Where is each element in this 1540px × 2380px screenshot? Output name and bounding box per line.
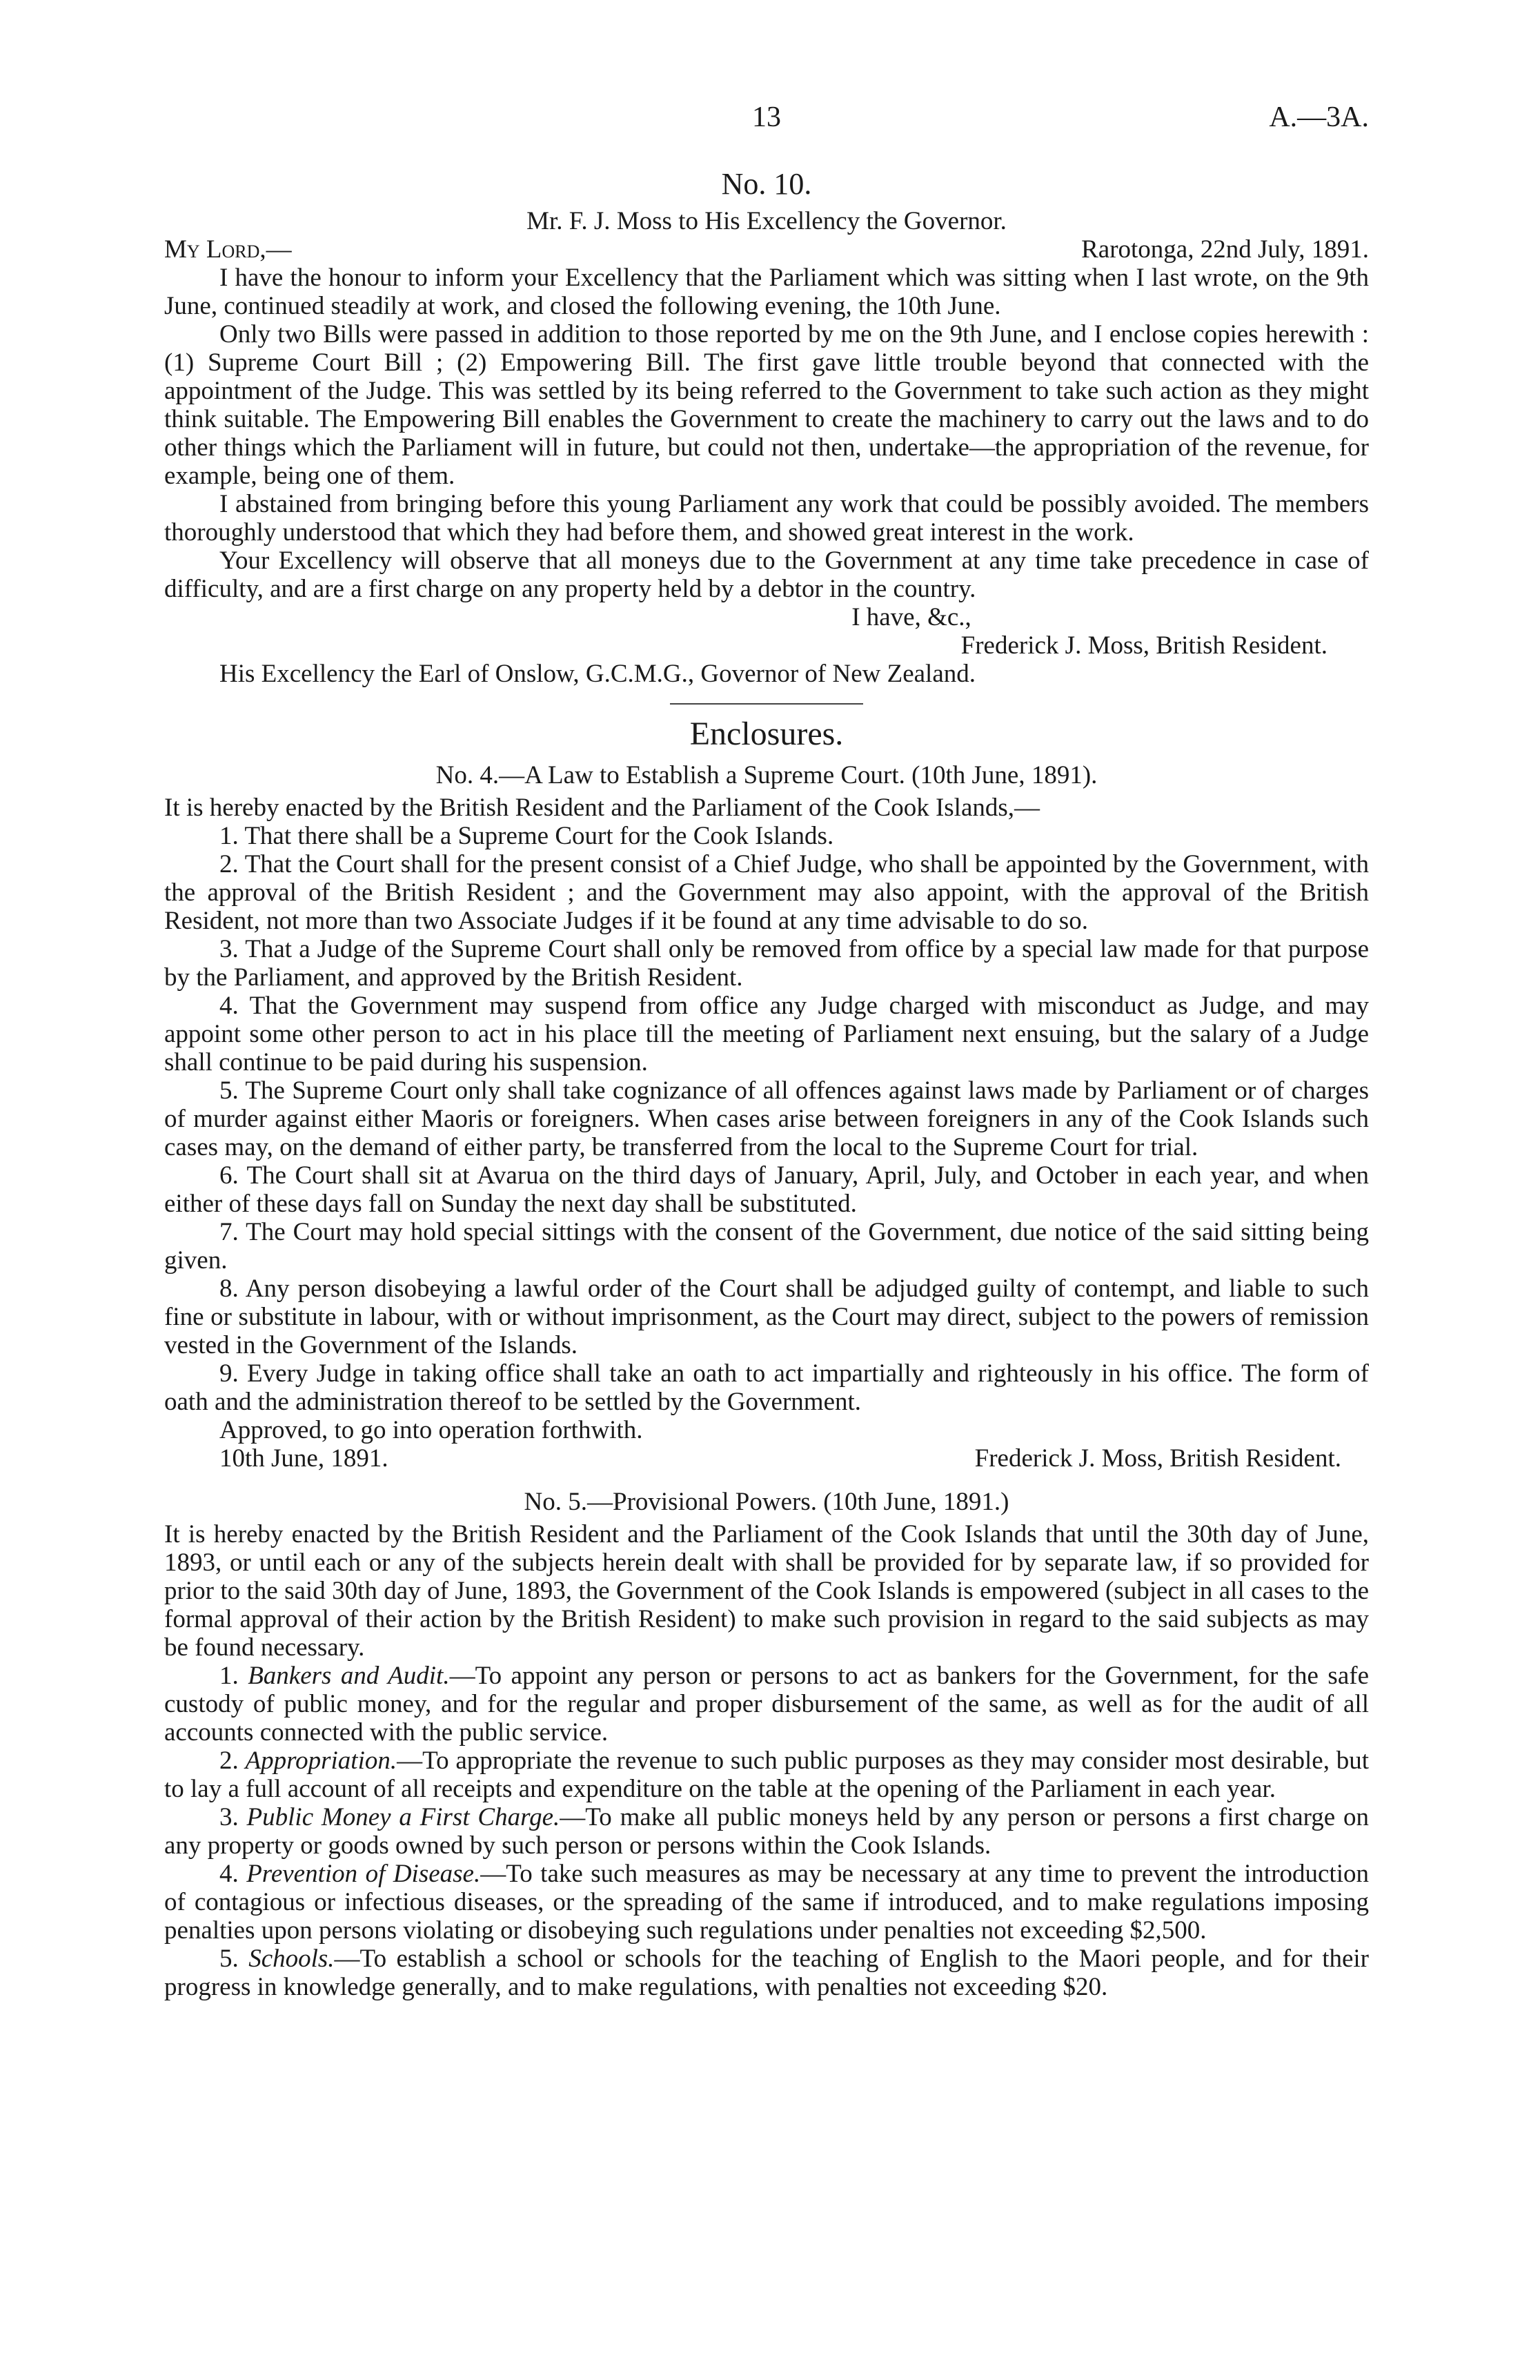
spacer bbox=[164, 1473, 1369, 1488]
law-4-clause: 9. Every Judge in taking office shall take an oath to act impartially and righteously in his office. The form of oath and the administration thereof to be settled by the Government. bbox=[164, 1359, 1369, 1416]
law-4-signoff bbox=[164, 1444, 1369, 1473]
closing: I have, &c., bbox=[851, 603, 971, 631]
law-4-clause: 5. The Supreme Court only shall take cognizance of all offences against laws made by Parliament or of charges of murder against either Maoris or foreigners. When cases arise between foreigners in any of the Cook Islands such cases may, on the demand of either party, be transferred from the local to the Supreme Court for trial. bbox=[164, 1076, 1369, 1161]
law-4-clause: 1. That there shall be a Supreme Court for the Cook Islands. bbox=[219, 822, 834, 850]
enclosures-title: Enclosures. bbox=[689, 716, 844, 752]
law-5-clause bbox=[164, 1747, 1369, 1803]
law-4-title: No. 4.—A Law to Establish a Supreme Court. (10th June, 1891). bbox=[435, 761, 1098, 789]
page-header bbox=[164, 101, 1369, 145]
clause-heading: Appropriation. bbox=[245, 1747, 397, 1775]
law-5-clause bbox=[164, 1662, 1369, 1747]
place-date: Rarotonga, 22nd July, 1891. bbox=[1081, 235, 1369, 264]
law-4-preamble: It is hereby enacted by the British Resident and the Parliament of the Cook Islands,— bbox=[164, 794, 1040, 822]
law-5-clause bbox=[164, 1860, 1369, 1945]
letter-paragraph: Only two Bills were passed in addition to those reported by me on the 9th June, and I enclose copies herewith : (1) Supreme Court Bill ; (2) Empowering Bill. The first gave little trouble beyond that connected with the appointment of the Judge. This was settled by its being referred to the Government to take such action as they might think suitable. The Empowering Bill enables the Government to create the machinery to carry out the laws and to do other things which the Parliament will in future, but could not then, undertake—the appropriation of the revenue, for example, being one of them. bbox=[164, 320, 1369, 490]
letter-paragraph: Your Excellency will observe that all moneys due to the Government at any time take precedence in case of difficulty, and are a first charge on any property held by a debtor in the country. bbox=[164, 547, 1369, 603]
page-number: 13 bbox=[752, 101, 781, 133]
clause-text: —To appropriate the revenue to such public purposes as they may consider most desirable, but to lay a full account of all receipts and expenditure on the table at the opening of the Parliament in each year. bbox=[164, 1747, 1370, 1803]
document-reference: A.—3A. bbox=[1269, 101, 1369, 133]
letter-number: No. 10. bbox=[721, 167, 812, 201]
clause-heading: Prevention of Disease. bbox=[246, 1860, 481, 1888]
addressee: His Excellency the Earl of Onslow, G.C.M.G., Governor of New Zealand. bbox=[219, 660, 976, 688]
law-4-clause: 4. That the Government may suspend from office any Judge charged with misconduct as Judge, and may appoint some other person to act in his place till the meeting of Parliament next ensuing, but the salary of a Judge shall continue to be paid during his suspension. bbox=[164, 992, 1369, 1076]
law-4-approval: Approved, to go into operation forthwith. bbox=[219, 1416, 643, 1444]
law-4-clause: 8. Any person disobeying a lawful order of the Court shall be adjudged guilty of contempt, and liable to such fine or substitute in labour, with or without imprisonment, as the Court may direct, subject to the powers of remission vested in the Government of the Islands. bbox=[164, 1275, 1369, 1359]
letter-subheading: Mr. F. J. Moss to His Excellency the Governor. bbox=[526, 207, 1007, 235]
clause-heading: Public Money a First Charge. bbox=[246, 1803, 560, 1831]
section-divider bbox=[670, 703, 863, 705]
clause-heading: Schools. bbox=[248, 1945, 335, 1973]
letter-signature: Frederick J. Moss, British Resident. bbox=[960, 631, 1327, 660]
law-4-clause: 7. The Court may hold special sittings with the consent of the Government, due notice of the said sitting being given. bbox=[164, 1218, 1369, 1275]
clause-text: —To establish a school or schools for the teaching of English to the Maori people, and for their progress in knowledge generally, and to make regulations, with penalties not exceeding $20. bbox=[164, 1945, 1369, 2001]
law-4-clause: 3. That a Judge of the Supreme Court shall only be removed from office by a special law made for that purpose by the Parliament, and approved by the British Resident. bbox=[164, 935, 1369, 992]
law-4-date: 10th June, 1891. bbox=[219, 1444, 388, 1473]
salutation-row bbox=[164, 235, 1369, 264]
clause-heading: Bankers and Audit. bbox=[248, 1662, 450, 1690]
salutation: My Lord,— bbox=[164, 235, 292, 264]
law-5-clause bbox=[164, 1945, 1369, 2001]
clause-text: —To appoint any person or persons to act as bankers for the Government, for the safe custody of public money, and for the regular and proper disbursement of the same, as well as for the audit of all accounts connected with the public service. bbox=[164, 1662, 1369, 1747]
clause-number: 5. bbox=[219, 1945, 239, 1973]
clause-text: —To take such measures as may be necessary at any time to prevent the introduction of contagious or infectious diseases, or the spreading of the same if introduced, and to make regulations imposing penalties upon persons violating or disobeying such regulations under penalties not exceeding $2,500. bbox=[164, 1860, 1369, 1945]
clause-number: 3. bbox=[219, 1803, 239, 1831]
law-4-signature: Frederick J. Moss, British Resident. bbox=[974, 1444, 1341, 1473]
clause-number: 4. bbox=[219, 1860, 239, 1888]
letter-paragraph: I abstained from bringing before this young Parliament any work that could be possibly avoided. The members thoroughly understood that which they had before them, and showed great interest in the work. bbox=[164, 490, 1369, 547]
law-4-clause: 6. The Court shall sit at Avarua on the third days of January, April, July, and October in each year, and when either of these days fall on Sunday the next day shall be substituted. bbox=[164, 1161, 1369, 1218]
document-page bbox=[164, 101, 1370, 2001]
law-4-clause: 2. That the Court shall for the present consist of a Chief Judge, who shall be appointed by the Government, with the approval of the British Resident ; and the Government may also appoint, with the approval of the British Resident, not more than two Associate Judges if it be found at any time advisable to do so. bbox=[164, 850, 1369, 935]
letter-paragraph: I have the honour to inform your Excellency that the Parliament which was sitting when I last wrote, on the 9th June, continued steadily at work, and closed the following evening, the 10th June. bbox=[164, 264, 1369, 320]
clause-number: 2. bbox=[219, 1747, 239, 1775]
law-5-title: No. 5.—Provisional Powers. (10th June, 1891.) bbox=[524, 1488, 1009, 1516]
clause-number: 1. bbox=[219, 1662, 239, 1690]
clause-text: —To make all public moneys held by any person or persons a first charge on any property or goods owned by such person or persons within the Cook Islands. bbox=[164, 1803, 1370, 1860]
law-5-clause bbox=[164, 1803, 1369, 1860]
law-5-preamble: It is hereby enacted by the British Resident and the Parliament of the Cook Islands that until the 30th day of June, 1893, or until each or any of the subjects herein dealt with shall be provided for by separate law, if so provided for prior to the said 30th day of June, 1893, the Government of the Cook Islands is empowered (subject in all cases to the formal approval of their action by the British Resident) to make such provision in regard to the said subjects as may be found necessary. bbox=[164, 1520, 1369, 1662]
